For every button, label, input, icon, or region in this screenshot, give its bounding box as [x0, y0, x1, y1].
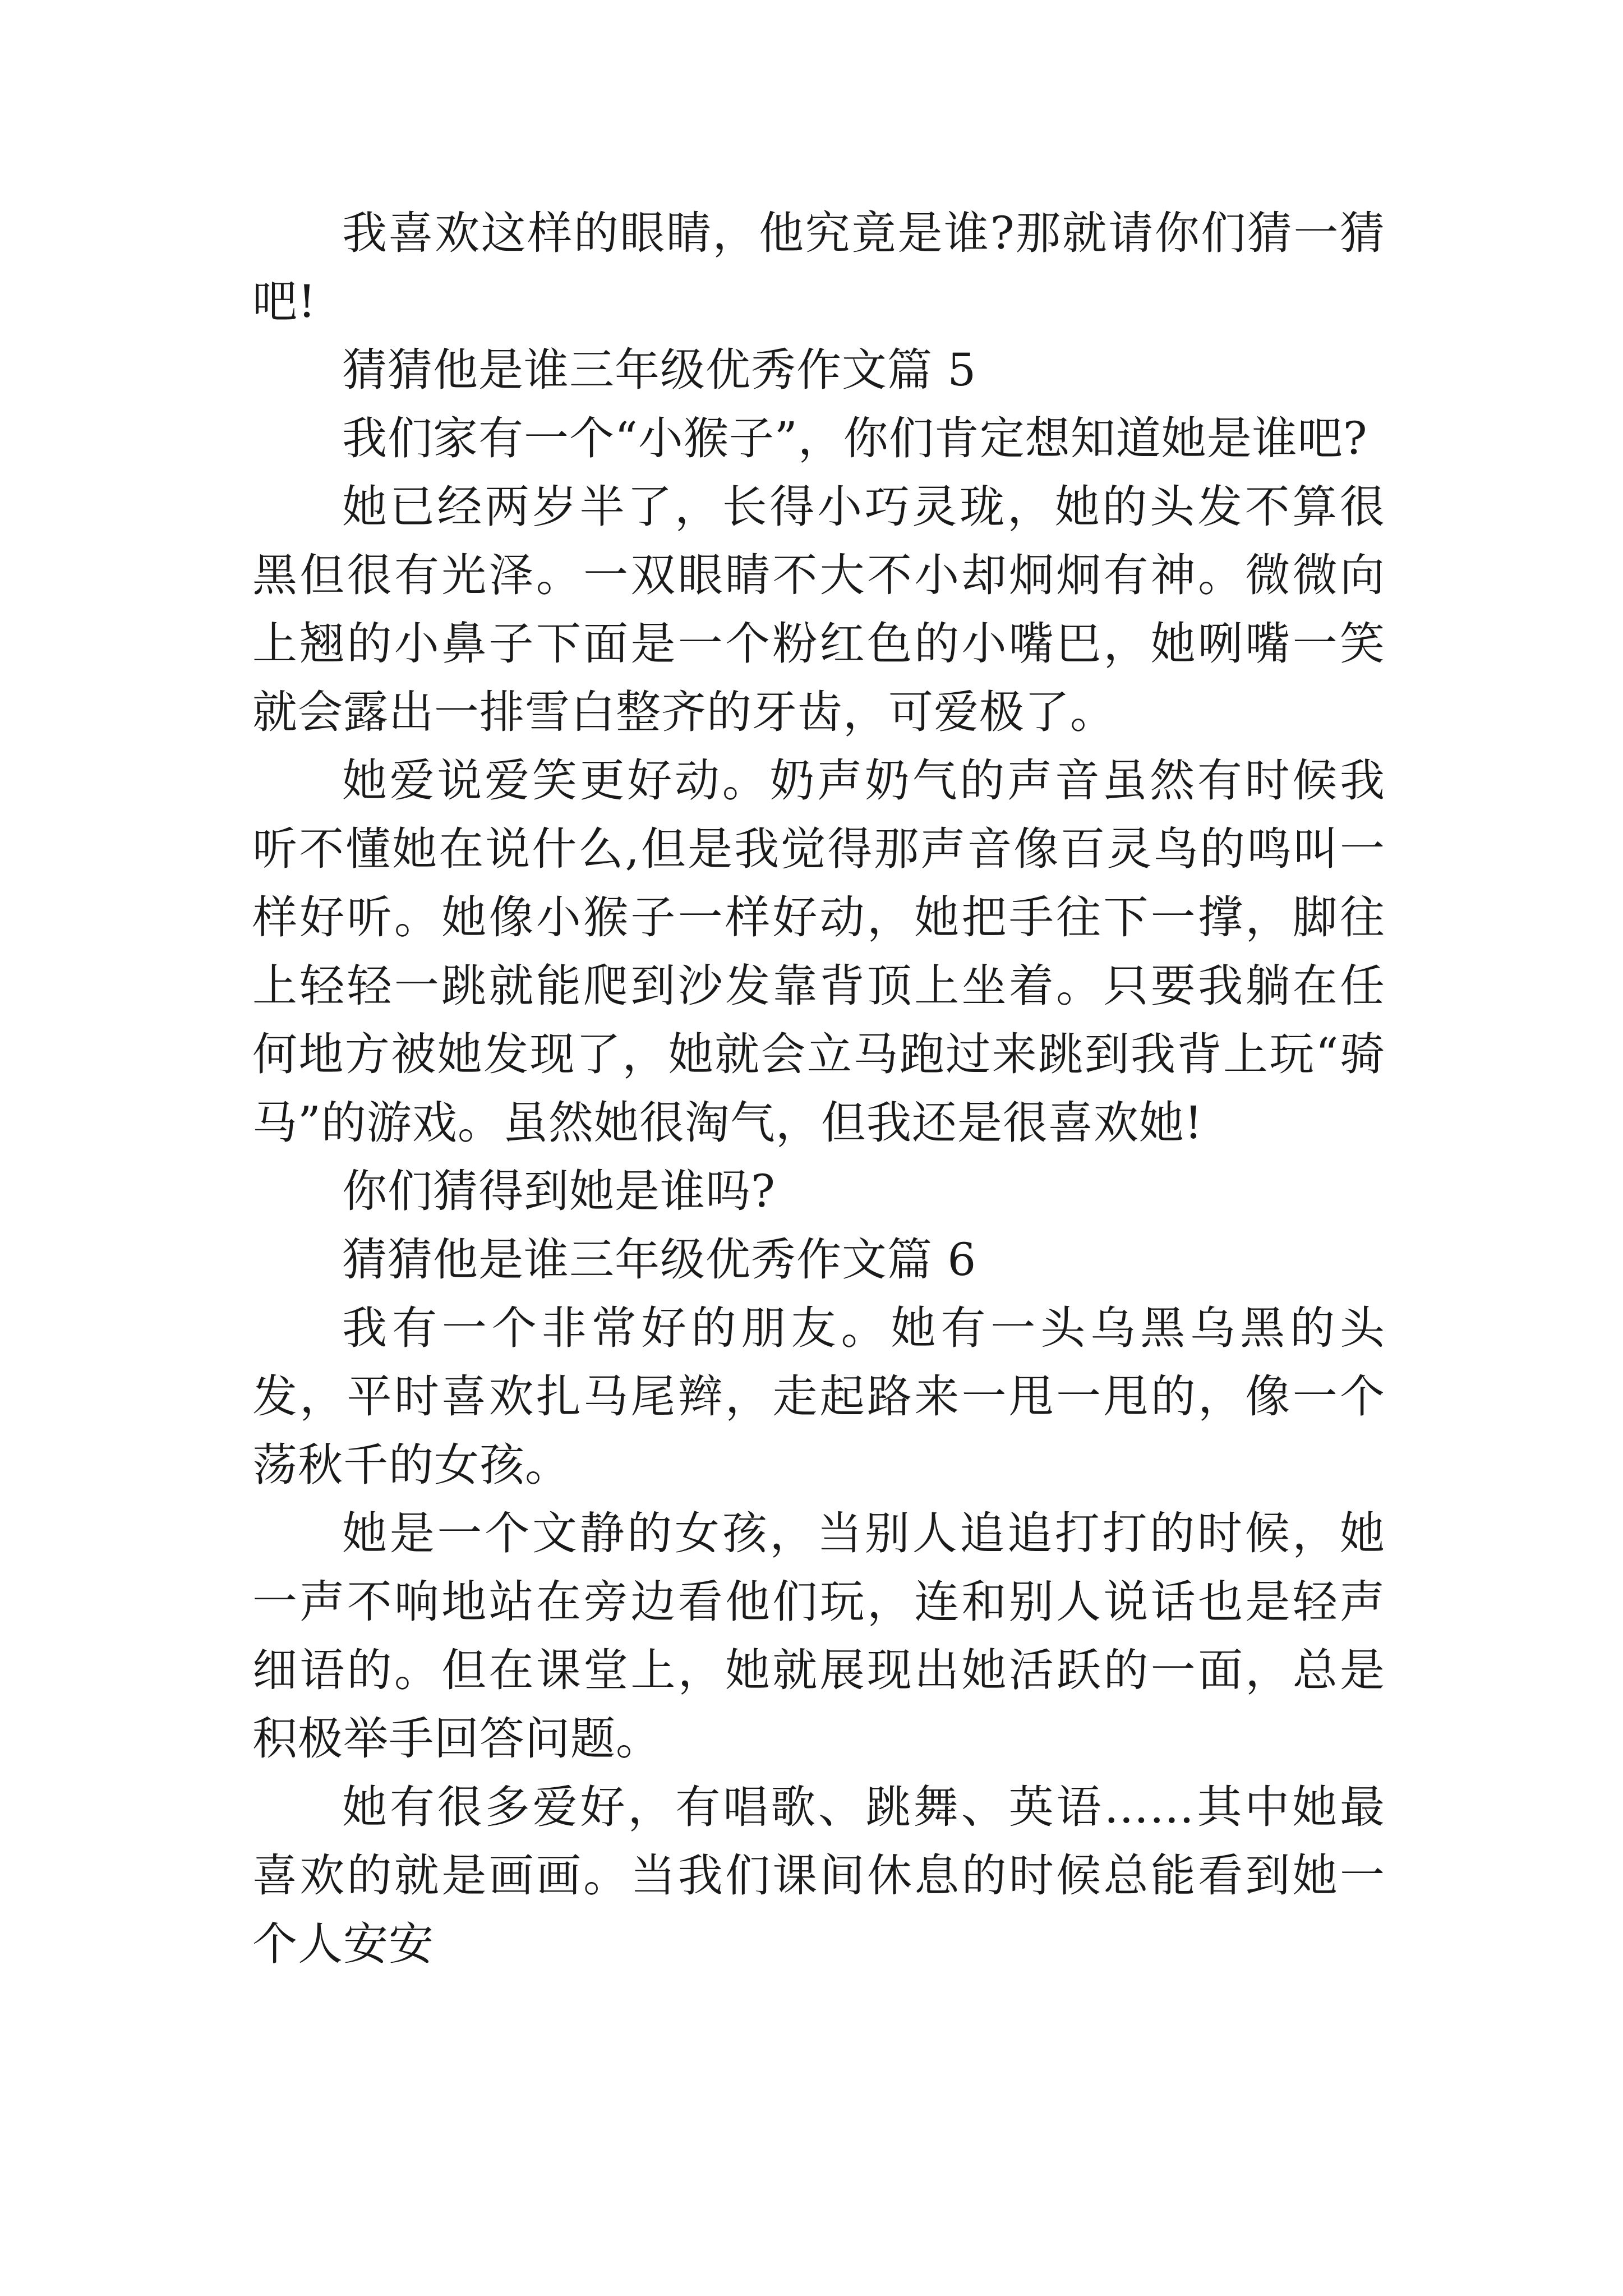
- document-body: [252, 199, 1385, 1978]
- section-heading: 猜猜他是谁三年级优秀作文篇 5: [342, 344, 977, 396]
- section-heading: 猜猜他是谁三年级优秀作文篇 6: [342, 1234, 977, 1286]
- paragraph: 她已经两岁半了，长得小巧灵珑，她的头发不算很黑但很有光泽。一双眼睛不大不小却炯炯有神。微微向上翘的小鼻子下面是一个粉红色的小嘴巴，她咧嘴一笑就会露出一排雪白整齐的牙齿，可爱极了。: [252, 481, 1385, 738]
- paragraph: 我们家有一个“小猴子”，你们肯定想知道她是谁吧?: [342, 412, 1368, 464]
- paragraph: 我有一个非常好的朋友。她有一头乌黑乌黑的头发，平时喜欢扎马尾辫，走起路来一甩一甩的，像一个荡秋千的女孩。: [252, 1302, 1385, 1491]
- paragraph: 她有很多爱好，有唱歌、跳舞、英语……其中她最喜欢的就是画画。当我们课间休息的时候总能看到她一个人安安: [252, 1781, 1385, 1970]
- paragraph: 你们猜得到她是谁吗?: [342, 1165, 776, 1217]
- paragraph: 她爱说爱笑更好动。奶声奶气的声音虽然有时候我听不懂她在说什么,但是我觉得那声音像百灵鸟的鸣叫一样好听。她像小猴子一样好动，她把手往下一撑，脚往上轻轻一跳就能爬到沙发靠背顶上坐着。只要我躺在任何地方被她发现了，她就会立马跑过来跳到我背上玩“骑马”的游戏。虽然她很淘气，但我还是很喜欢她!: [252, 754, 1385, 1149]
- paragraph: 我喜欢这样的眼睛，他究竟是谁?那就请你们猜一猜吧!: [252, 207, 1385, 328]
- paragraph: 她是一个文静的女孩，当别人追追打打的时候，她一声不响地站在旁边看他们玩，连和别人说话也是轻声细语的。但在课堂上，她就展现出她活跃的一面，总是积极举手回答问题。: [252, 1507, 1385, 1765]
